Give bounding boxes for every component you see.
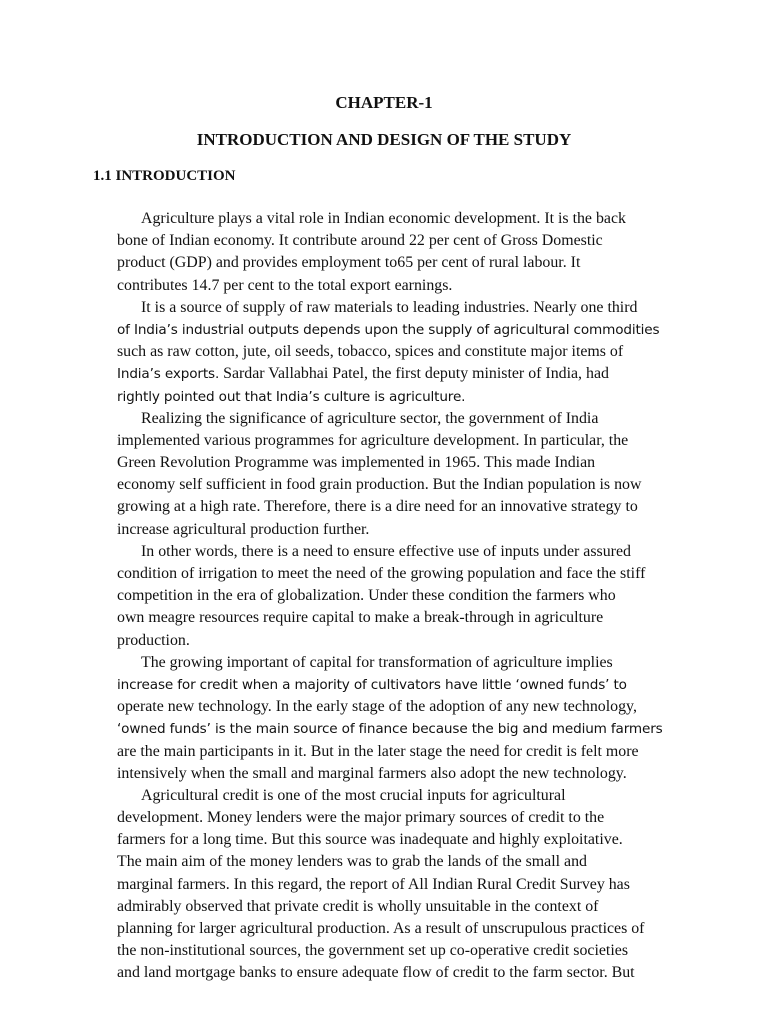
text-line: planning for larger agricultural production. As a result of unscrupulous practices of	[117, 920, 645, 937]
text-line: increase agricultural production further.	[117, 520, 370, 538]
text-line: are the main participants in it. But in the later stage the need for credit is felt more	[117, 742, 639, 760]
text-line: development. Money lenders were the major primary sources of credit to the	[117, 809, 605, 827]
text-line: of India’s industrial outputs depends upon the supply of agricultural commodities	[117, 321, 660, 338]
text-line: and land mortgage banks to ensure adequate flow of credit to the farm sector. But	[117, 964, 635, 982]
text-line: operate new technology. In the early stage of the adoption of any new technology,	[117, 698, 637, 716]
text-line: bone of Indian economy. It contribute around 22 per cent of Gross Domestic	[117, 232, 603, 250]
text-line: Agriculture plays a vital role in Indian economic development. It is the back	[141, 210, 626, 227]
text-line: production.	[117, 631, 190, 649]
text-line: such as raw cotton, jute, oil seeds, tobacco, spices and constitute major items of	[117, 343, 624, 361]
text-line: increase for credit when a majority of cultivators have little ‘owned funds’ to	[117, 676, 627, 693]
text-line: Agricultural credit is one of the most crucial inputs for agricultural	[141, 786, 566, 804]
text-line: It is a source of supply of raw materials to leading industries. Nearly one third	[141, 298, 638, 316]
text-line: Green Revolution Programme was implemented in 1965. This made Indian	[117, 454, 596, 472]
text-line: In other words, there is a need to ensure effective use of inputs under assured	[141, 542, 631, 560]
text-line: own meagre resources require capital to make a break-through in agriculture	[117, 609, 604, 627]
text-line: Realizing the significance of agriculture sector, the government of India	[141, 409, 599, 427]
chapter-title: INTRODUCTION AND DESIGN OF THE STUDY	[196, 130, 572, 149]
text-line	[117, 363, 677, 385]
text-line: intensively when the small and marginal farmers also adopt the new technology.	[117, 764, 627, 782]
text-line: The main aim of the money lenders was to grab the lands of the small and	[117, 853, 587, 871]
text-line: marginal farmers. In this regard, the report of All Indian Rural Credit Survey has	[117, 875, 630, 893]
text-line: admirably observed that private credit is wholly unsuitable in the context of	[117, 897, 599, 915]
text-line: rightly pointed out that India’s culture is agriculture.	[117, 388, 466, 405]
text-line: The growing important of capital for transformation of agriculture implies	[141, 653, 613, 671]
text-line: ‘owned funds’ is the main source of finance because the big and medium farmers	[117, 721, 663, 738]
text-line: contributes 14.7 per cent to the total export earnings.	[117, 276, 453, 294]
text-fragment: Sardar Vallabhai Patel, the first deputy minister of India, had	[223, 365, 609, 383]
text-line: implemented various programmes for agriculture development. In particular, the	[117, 431, 629, 449]
text-line: competition in the era of globalization. Under these condition the farmers who	[117, 587, 616, 605]
text-line: economy self sufficient in food grain production. But the Indian population is now	[117, 476, 642, 494]
text-fragment: India’s exports.	[117, 366, 220, 383]
text-line: the non-institutional sources, the government set up co-operative credit societies	[117, 942, 628, 960]
text-line: product (GDP) and provides employment to65 per cent of rural labour. It	[117, 254, 581, 272]
text-line: growing at a high rate. Therefore, there is a dire need for an innovative strategy to	[117, 498, 638, 516]
text-line: condition of irrigation to meet the need of the growing population and face the stiff	[117, 565, 646, 582]
chapter-heading: CHAPTER-1	[335, 93, 433, 112]
text-line: farmers for a long time. But this source was inadequate and highly exploitative.	[117, 831, 623, 849]
section-heading: 1.1 INTRODUCTION	[93, 168, 236, 184]
body-text	[117, 208, 677, 985]
